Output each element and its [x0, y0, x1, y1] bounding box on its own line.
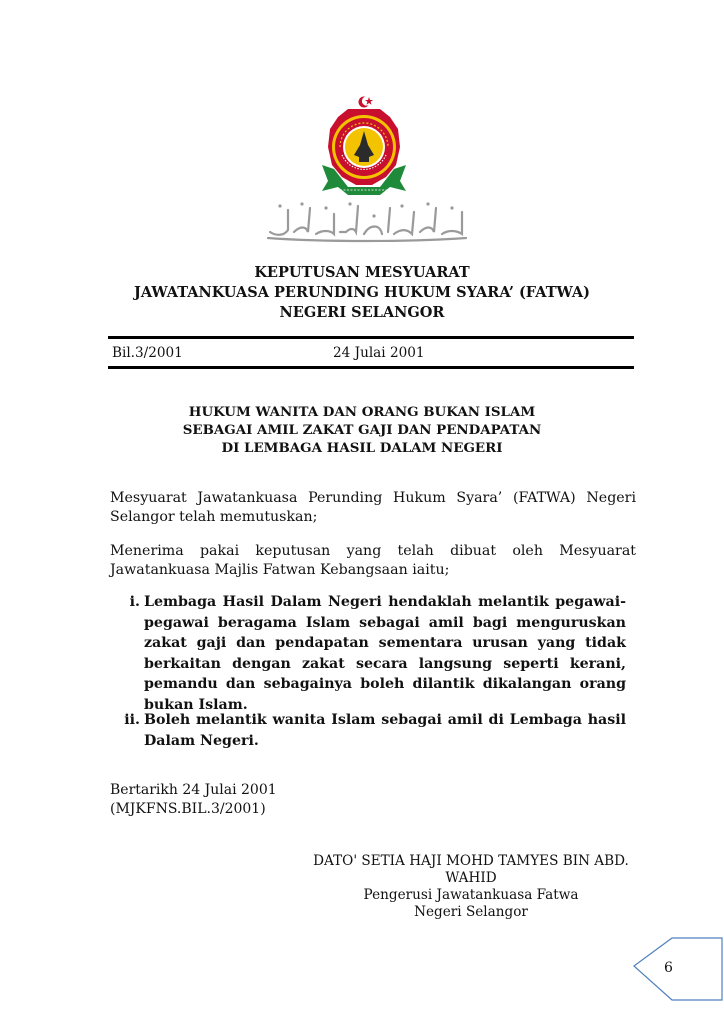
header-line-2: JAWATANKUASA PERUNDING HUKUM SYARA’ (FATWA): [134, 284, 590, 301]
signatory-title: Pengerusi Jawatankuasa Fatwa: [363, 887, 579, 903]
top-rule: [108, 336, 634, 339]
arabic-calligraphy-wordmark: [262, 196, 470, 246]
signatory-state: Negeri Selangor: [414, 904, 528, 920]
page-number-tab: [632, 936, 724, 1002]
body-paragraph-2: Menerima pakai keputusan yang telah dibuat oleh Mesyuarat Jawatankuasa Majlis Fatwan Kebangsaan iaitu;: [110, 543, 636, 578]
body-paragraph-1: Mesyuarat Jawatankuasa Perunding Hukum Syara’ (FATWA) Negeri Selangor telah memutuskan;: [110, 490, 636, 525]
page-number: 6: [664, 960, 673, 976]
decision-item-1: [108, 592, 626, 715]
decision-number: ii.: [124, 712, 140, 728]
header-line-1: KEPUTUSAN MESYUARAT: [254, 264, 470, 281]
subject-line-2: SEBAGAI AMIL ZAKAT GAJI DAN PENDAPATAN: [182, 422, 542, 438]
jabatan-mufti-crest-logo: [318, 95, 410, 201]
dated-line: Bertarikh 24 Julai 2001: [110, 782, 277, 798]
subject-line-1: HUKUM WANITA DAN ORANG BUKAN ISLAM: [188, 404, 536, 420]
header-line-3: NEGERI SELANGOR: [279, 304, 445, 321]
decision-number: i.: [129, 594, 140, 610]
reference-number: Bil.3/2001: [112, 345, 183, 361]
signatory-name: DATO' SETIA HAJI MOHD TAMYES BIN ABD. WAHID: [313, 853, 629, 886]
reference-code: (MJKFNS.BIL.3/2001): [110, 801, 266, 817]
bottom-rule: [108, 366, 634, 369]
decision-text: Lembaga Hasil Dalam Negeri hendaklah melantik pegawai-pegawai beragama Islam sebagai amil bagi menguruskan zakat gaji dan pendapatan sementara urusan yang tidak berkaitan dengan zakat secara langsung seperti kerani, pemandu dan sebagainya boleh dilantik dikalangan orang bukan Islam.: [144, 594, 626, 713]
decision-text: Boleh melantik wanita Islam sebagai amil di Lembaga hasil Dalam Negeri.: [144, 712, 626, 749]
signature-block: [298, 853, 644, 921]
reference-date: 24 Julai 2001: [333, 345, 425, 361]
decision-item-2: [108, 710, 626, 751]
subject-line-3: DI LEMBAGA HASIL DALAM NEGERI: [221, 440, 503, 456]
